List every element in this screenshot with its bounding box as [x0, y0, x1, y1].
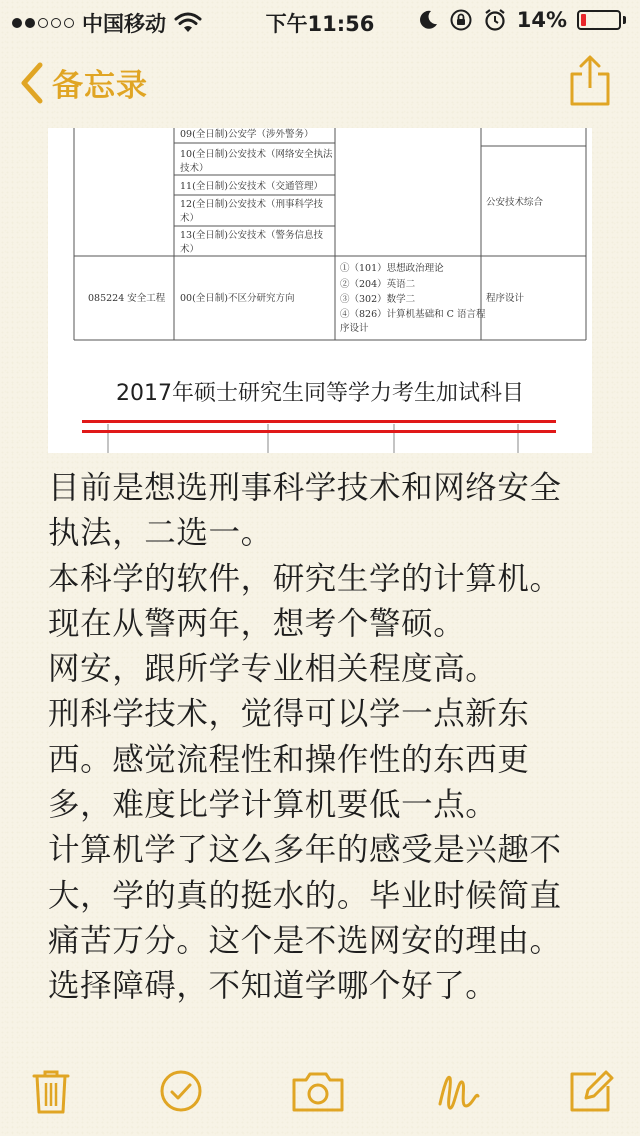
share-icon[interactable]	[568, 54, 612, 108]
table-cell-exam-3: ③（302）数学二	[340, 294, 416, 305]
table-cell-direction-10: 10(全日制)公安技术（网络安全执法	[180, 149, 333, 160]
checklist-icon[interactable]	[156, 1066, 206, 1116]
image-caption: 2017年硕士研究生同等学力考生加试科目	[116, 381, 524, 406]
table-cell-group-subject: 公安技术综合	[486, 197, 544, 208]
trash-icon[interactable]	[26, 1066, 76, 1116]
note-line: 多，难度比学计算机要低一点。	[48, 787, 498, 824]
table-cell-direction-11: 11(全日制)公安技术（交通管理）	[180, 181, 324, 192]
signal-strength-icon	[12, 18, 74, 28]
bottom-toolbar	[0, 1060, 640, 1136]
battery-percent: 14%	[516, 8, 567, 32]
note-line: 执法，二选一。	[48, 515, 273, 552]
note-line: 大，学的真的挺水的。毕业时候简直	[48, 877, 562, 914]
chevron-left-icon	[18, 61, 46, 105]
moon-icon	[417, 9, 439, 31]
status-time: 下午11:56	[265, 12, 375, 36]
note-line: 刑科学技术，觉得可以学一点新东	[48, 696, 530, 733]
note-line: 现在从警两年，想考个警硕。	[48, 605, 466, 642]
table-cell-exam-4-cont: 序设计	[340, 323, 369, 334]
camera-icon[interactable]	[290, 1066, 346, 1116]
table-cell-direction-12-cont: 术）	[180, 213, 200, 224]
status-right	[417, 8, 626, 32]
table-cell-row-subject: 程序设计	[486, 293, 525, 304]
sketch-icon[interactable]	[434, 1066, 484, 1116]
table-cell-major: 085224 安全工程	[88, 293, 166, 304]
table-cell-direction-13: 13(全日制)公安技术（警务信息技	[180, 230, 324, 241]
red-underline	[82, 430, 556, 433]
back-label: 备忘录	[52, 68, 148, 104]
table-cell-exam-1: ①（101）思想政治理论	[340, 263, 444, 274]
note-line: 目前是想选刑事科学技术和网络安全	[48, 470, 562, 506]
alarm-icon	[483, 8, 507, 32]
carrier-name: 中国移动	[82, 12, 166, 36]
table-cell-exam-2: ②（204）英语二	[340, 279, 416, 290]
status-bar	[0, 0, 640, 40]
back-button[interactable]	[18, 60, 148, 105]
battery-icon	[577, 10, 626, 30]
rotation-lock-icon	[449, 8, 473, 32]
note-line: 本科学的软件，研究生学的计算机。	[48, 560, 562, 597]
note-body[interactable]	[48, 466, 608, 1010]
table-cell-direction-13-cont: 术）	[180, 244, 200, 255]
battery-fill	[581, 14, 586, 26]
note-line: 痛苦万分。这个是不选网安的理由。	[48, 922, 562, 959]
table-cell-direction-10-cont: 技术）	[180, 163, 209, 174]
compose-icon[interactable]	[566, 1066, 616, 1116]
wifi-icon	[174, 12, 202, 34]
embedded-image[interactable]	[48, 128, 592, 453]
note-line: 选择障碍，不知道学哪个好了。	[48, 968, 498, 1005]
note-line: 网安，跟所学专业相关程度高。	[48, 651, 498, 688]
red-underline	[82, 420, 556, 423]
table-cell-direction-09: 09(全日制)公安学（涉外警务）	[180, 129, 314, 140]
table-cell-exam-4: ④（826）计算机基础和 C 语言程	[340, 309, 486, 320]
table-cell-row-direction: 00(全日制)不区分研究方向	[180, 293, 295, 304]
note-line: 西。感觉流程性和操作性的东西更	[48, 741, 530, 778]
table-cell-direction-12: 12(全日制)公安技术（刑事科学技	[180, 199, 324, 210]
nav-bar	[0, 52, 640, 122]
note-line: 计算机学了这么多年的感受是兴趣不	[48, 832, 562, 869]
status-left	[12, 8, 202, 38]
